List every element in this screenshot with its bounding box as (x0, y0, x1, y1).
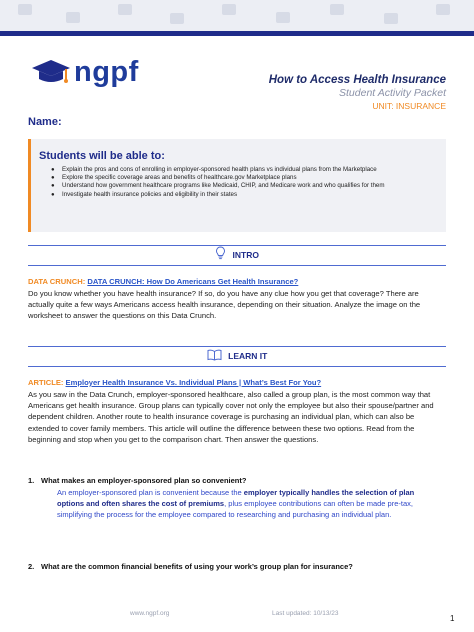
ngpf-logo (30, 56, 150, 88)
open-book-icon (207, 348, 222, 366)
banner-pattern-icon (384, 13, 398, 24)
question-text: What are the common financial benefits of using your work’s group plan for insurance? (41, 562, 353, 571)
unit-label: UNIT: INSURANCE (372, 101, 446, 111)
intro-section-label: INTRO (232, 250, 259, 260)
article-prefix: ARTICLE: (28, 378, 66, 387)
graduation-cap-icon (30, 56, 72, 88)
question-2 (28, 562, 431, 573)
data-crunch-heading (28, 277, 298, 287)
data-crunch-link[interactable]: DATA CRUNCH: How Do Americans Get Health Insurance? (87, 277, 299, 286)
answer-text: , plus employee contributions can often be made pre-tax, simplifying the process for the employee compared to researching and purchasing an individual plan. (57, 499, 413, 520)
objectives-title: Students will be able to: (39, 150, 165, 162)
question-1 (28, 476, 431, 487)
question-number: 2. (28, 562, 35, 571)
objective-item: ● Explain the pros and cons of enrolling in employer-sponsored health plans vs individual plans from the Marketplace (53, 166, 438, 174)
footer-last-updated: Last updated: 10/13/23 (272, 610, 339, 617)
objective-item: ● Understand how government healthcare programs like Medicaid, CHIP, and Medicare work and who qualifies for them (53, 182, 438, 190)
top-banner (0, 0, 474, 36)
banner-pattern-icon (276, 12, 290, 23)
answer-1[interactable] (57, 487, 442, 521)
lightbulb-icon (215, 246, 226, 265)
question-number: 1. (28, 476, 35, 485)
banner-pattern-icon (330, 4, 344, 15)
banner-pattern-icon (118, 4, 132, 15)
answer-text: An employer-sponsored plan is convenient because the (57, 488, 244, 497)
banner-pattern-icon (66, 12, 80, 23)
learn-it-section-header (28, 346, 446, 367)
intro-paragraph: Do you know whether you have health insurance? If so, do you have any clue how you get that coverage? There are actually quite a few ways Americans access health insurance, depending on their situation. Analyze the image on the worksheet to answer the questions on this Data Crunch. (28, 289, 421, 321)
intro-section-header (28, 245, 446, 266)
banner-pattern-icon (170, 13, 184, 24)
document-subtitle: Student Activity Packet (339, 87, 446, 99)
learning-objectives-box (28, 139, 446, 232)
document-title-block (269, 73, 446, 112)
logo-text: ngpf (74, 56, 139, 88)
name-field-label: Name: (28, 116, 62, 128)
banner-pattern-icon (436, 4, 450, 15)
banner-pattern-icon (18, 4, 32, 15)
article-link[interactable]: Employer Health Insurance Vs. Individual Plans | What’s Best For You? (65, 378, 322, 387)
footer-url: www.ngpf.org (130, 610, 170, 617)
answer-highlight: employer typically handles the selection of plan options and often shares the cost of premiums (57, 488, 415, 509)
data-crunch-prefix: DATA CRUNCH: (28, 277, 88, 286)
banner-pattern-icon (222, 4, 236, 15)
learn-it-section-label: LEARN IT (228, 351, 268, 361)
question-text: What makes an employer-sponsored plan so convenient? (41, 476, 247, 485)
document-title: How to Access Health Insurance (268, 74, 446, 86)
learn-it-paragraph: As you saw in the Data Crunch, employer-sponsored healthcare, also called a group plan, is the most common way that Americans get health insurance. Group plans can typically cover not only the employee but also their spouse/partner and dependent children. Another route to health insurance coverage is purchasing an individual plan, which can also be extended to cover family members. This article will outline the difference between these two options. Read from the beginning and stop when you get to the comparison chart. Then answer the questions. (28, 390, 434, 444)
objectives-list (53, 166, 438, 199)
page-number: 1 (450, 614, 455, 623)
banner-stripe (0, 31, 474, 36)
objective-item: ● Explore the specific coverage areas and benefits of healthcare.gov Marketplace plans (53, 174, 438, 182)
objective-item: ● Investigate health insurance policies and eligibility in their states (53, 191, 438, 199)
article-heading (28, 378, 321, 388)
